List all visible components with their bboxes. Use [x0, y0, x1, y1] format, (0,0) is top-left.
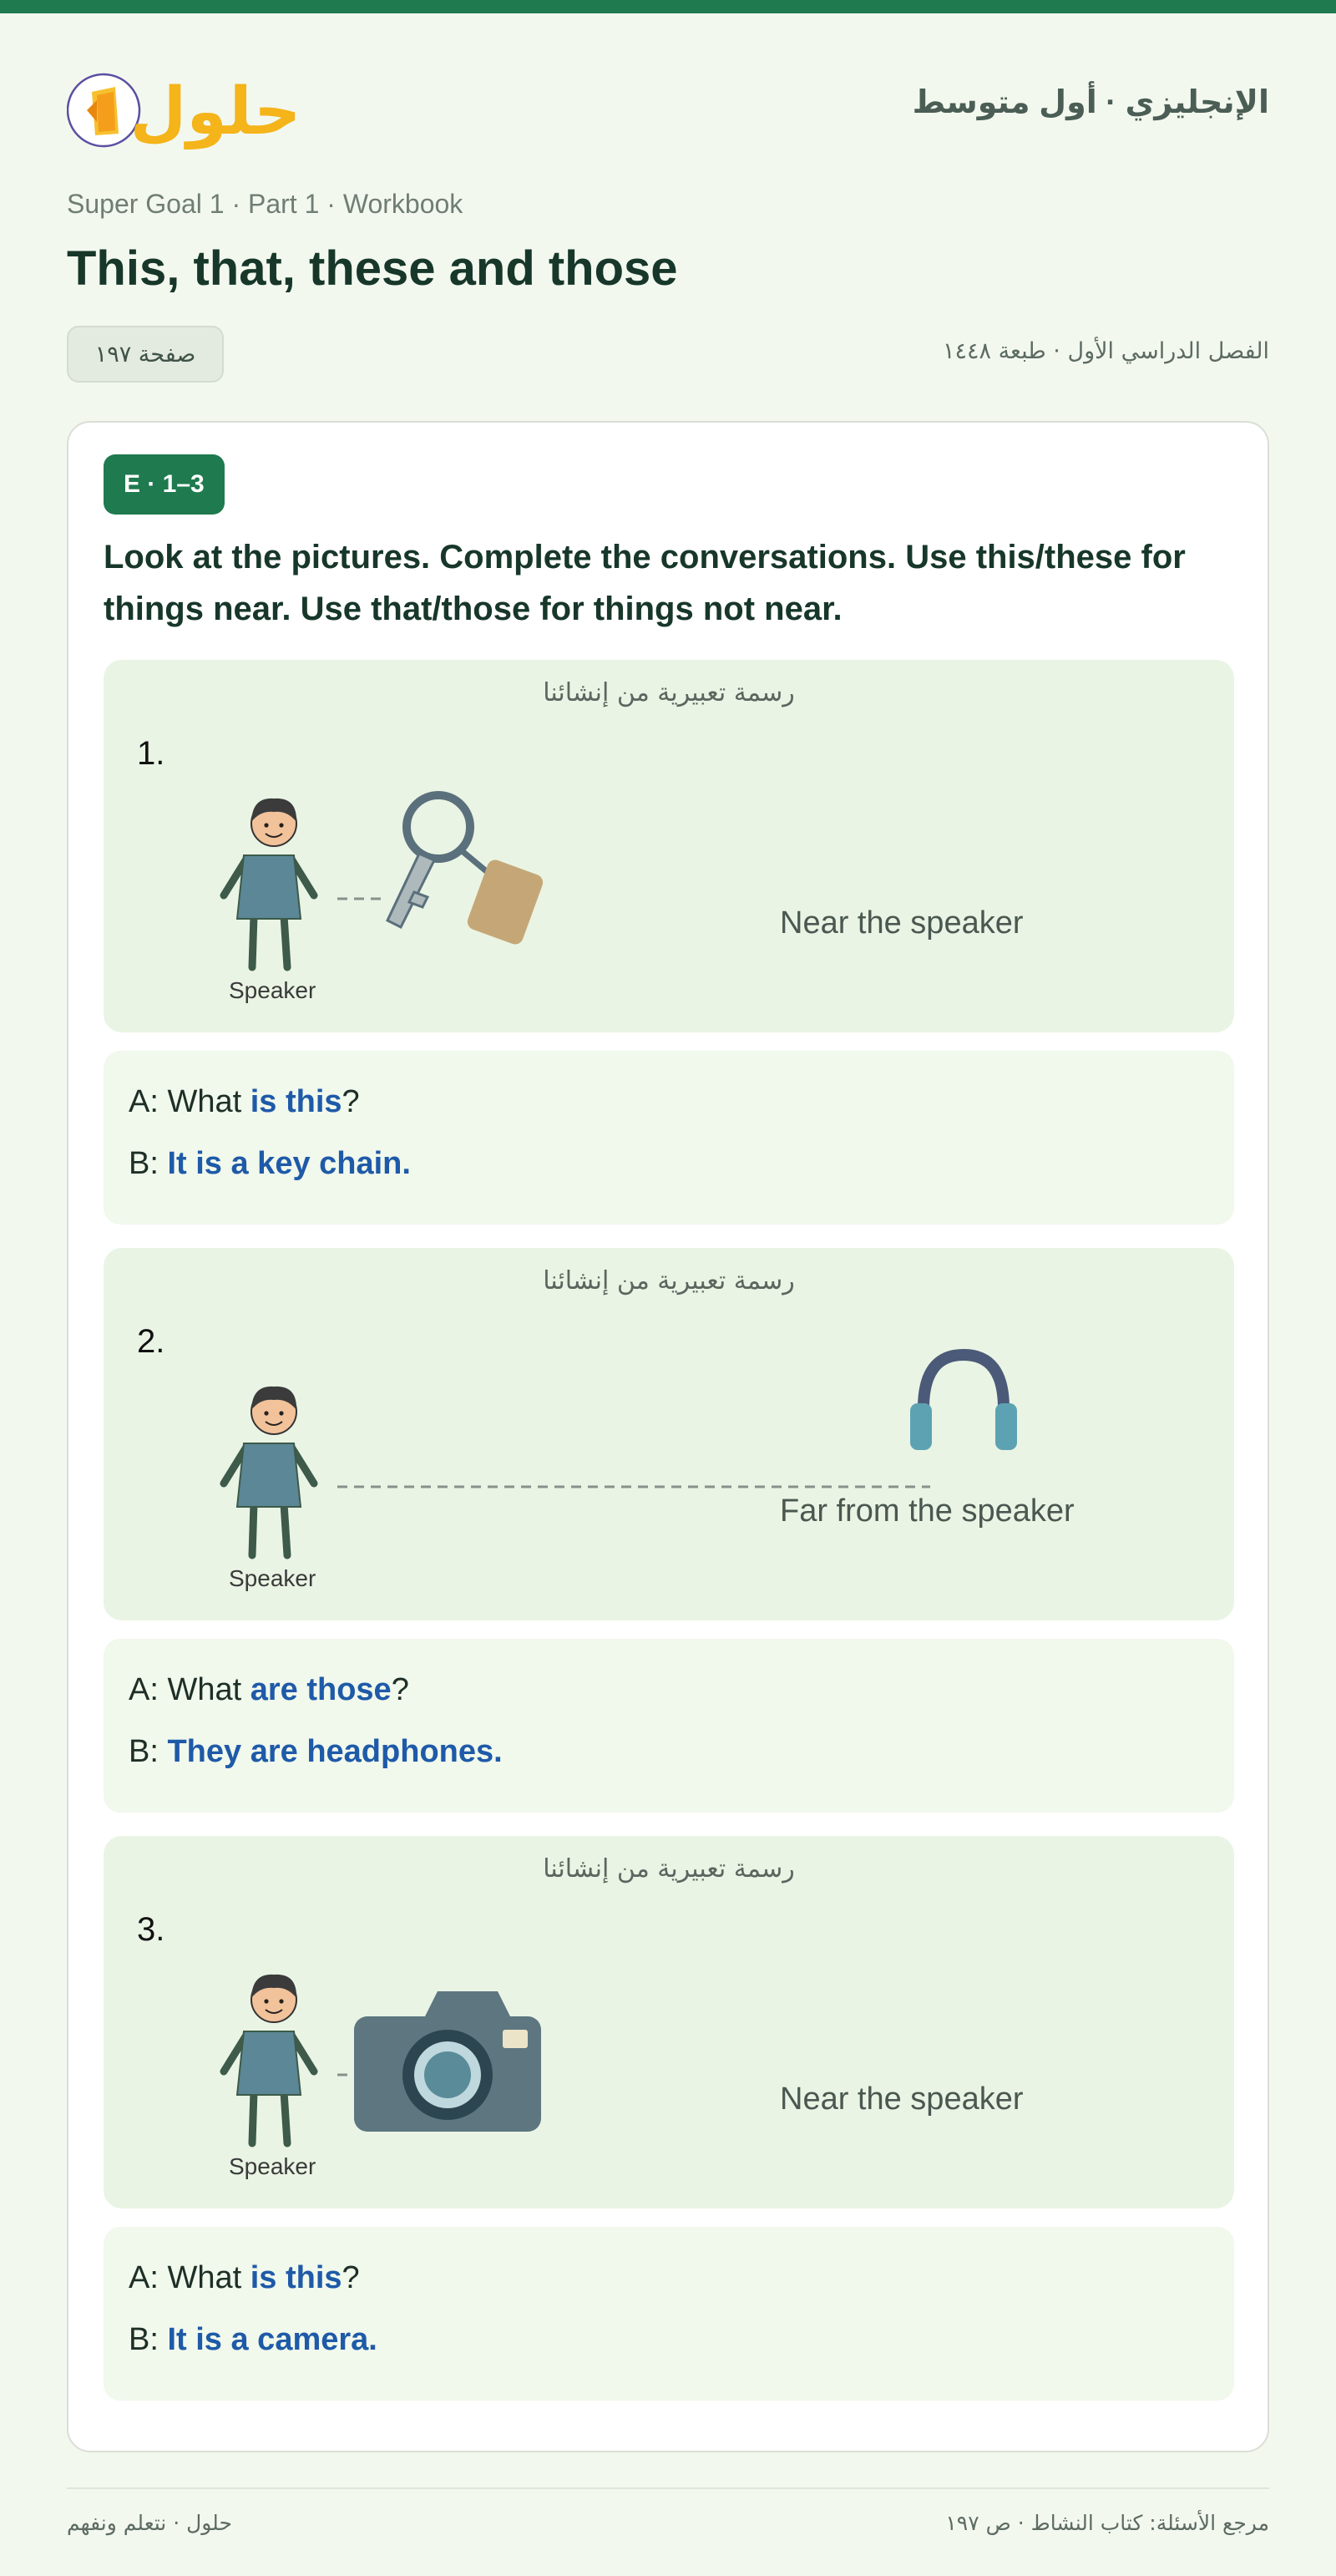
speaker-figure-icon — [224, 1975, 314, 2143]
answer-b[interactable]: It is a key chain. — [167, 1146, 411, 1181]
conversation-line-a: A: What is this? — [129, 2260, 360, 2295]
picture-panel-3 — [104, 1836, 1234, 2208]
answer-b[interactable]: They are headphones. — [167, 1734, 503, 1769]
footer-divider — [67, 2487, 1269, 2489]
conversation-line-b: B: It is a camera. — [129, 2322, 377, 2357]
picture-caption: رسمة تعبيرية من إنشائنا — [543, 678, 795, 707]
book-subtitle: Super Goal 1 · Part 1 · Workbook — [67, 189, 463, 219]
speaker-label: Speaker — [229, 2153, 316, 2179]
footer-tagline: حلول · نتعلم ونفهم — [67, 2511, 232, 2535]
item-number: 2. — [137, 1323, 165, 1360]
top-accent-bar — [0, 0, 1336, 13]
answer-a[interactable]: is this — [250, 1084, 342, 1119]
site-logo[interactable] — [67, 58, 309, 159]
footer-reference: مرجع الأسئلة: كتاب النشاط · ص ١٩٧ — [945, 2511, 1269, 2535]
conversation-3 — [104, 2227, 1234, 2401]
speaker-figure-icon — [224, 1387, 314, 1555]
semester-info: الفصل الدراسي الأول · طبعة ١٤٤٨ — [942, 338, 1269, 364]
picture-panel-2 — [104, 1248, 1234, 1620]
answer-b[interactable]: It is a camera. — [167, 2322, 377, 2357]
camera-icon — [354, 1991, 541, 2132]
item-number: 1. — [137, 735, 165, 772]
page-title: This, that, these and those — [67, 241, 678, 296]
exercise-instructions: Look at the pictures. Complete the conversations. Use this/these for things near. Use that/those for things not near. — [104, 539, 1186, 627]
distance-note: Far from the speaker — [780, 1493, 1075, 1529]
conversation-line-a: A: What are those? — [129, 1672, 409, 1707]
speaker-label: Speaker — [229, 1565, 316, 1591]
item-number: 3. — [137, 1911, 165, 1948]
page-number-badge: صفحة ١٩٧ — [67, 326, 224, 383]
logo-wordmark: حلول — [129, 74, 301, 150]
conversation-line-b: B: They are headphones. — [129, 1734, 503, 1769]
subject-grade-title: الإنجليزي · أول متوسط — [912, 85, 1269, 120]
distance-note: Near the speaker — [780, 905, 1024, 941]
answer-a[interactable]: are those — [250, 1672, 392, 1707]
answer-a[interactable]: is this — [250, 2260, 342, 2295]
site-header — [67, 58, 1269, 159]
headphones-icon — [910, 1355, 1017, 1450]
conversation-1 — [104, 1051, 1234, 1225]
key-chain-icon — [387, 795, 545, 946]
speaker-figure-icon — [224, 799, 314, 967]
picture-caption: رسمة تعبيرية من إنشائنا — [543, 1854, 795, 1884]
conversation-line-b: B: It is a key chain. — [129, 1146, 411, 1181]
speaker-label: Speaker — [229, 977, 316, 1003]
picture-caption: رسمة تعبيرية من إنشائنا — [543, 1266, 795, 1296]
distance-note: Near the speaker — [780, 2082, 1024, 2117]
exercise-badge: E · 1–3 — [104, 454, 225, 515]
picture-panel-1 — [104, 660, 1234, 1032]
conversation-line-a: A: What is this? — [129, 1084, 360, 1119]
exercise-card — [67, 421, 1269, 2452]
conversation-2 — [104, 1639, 1234, 1813]
